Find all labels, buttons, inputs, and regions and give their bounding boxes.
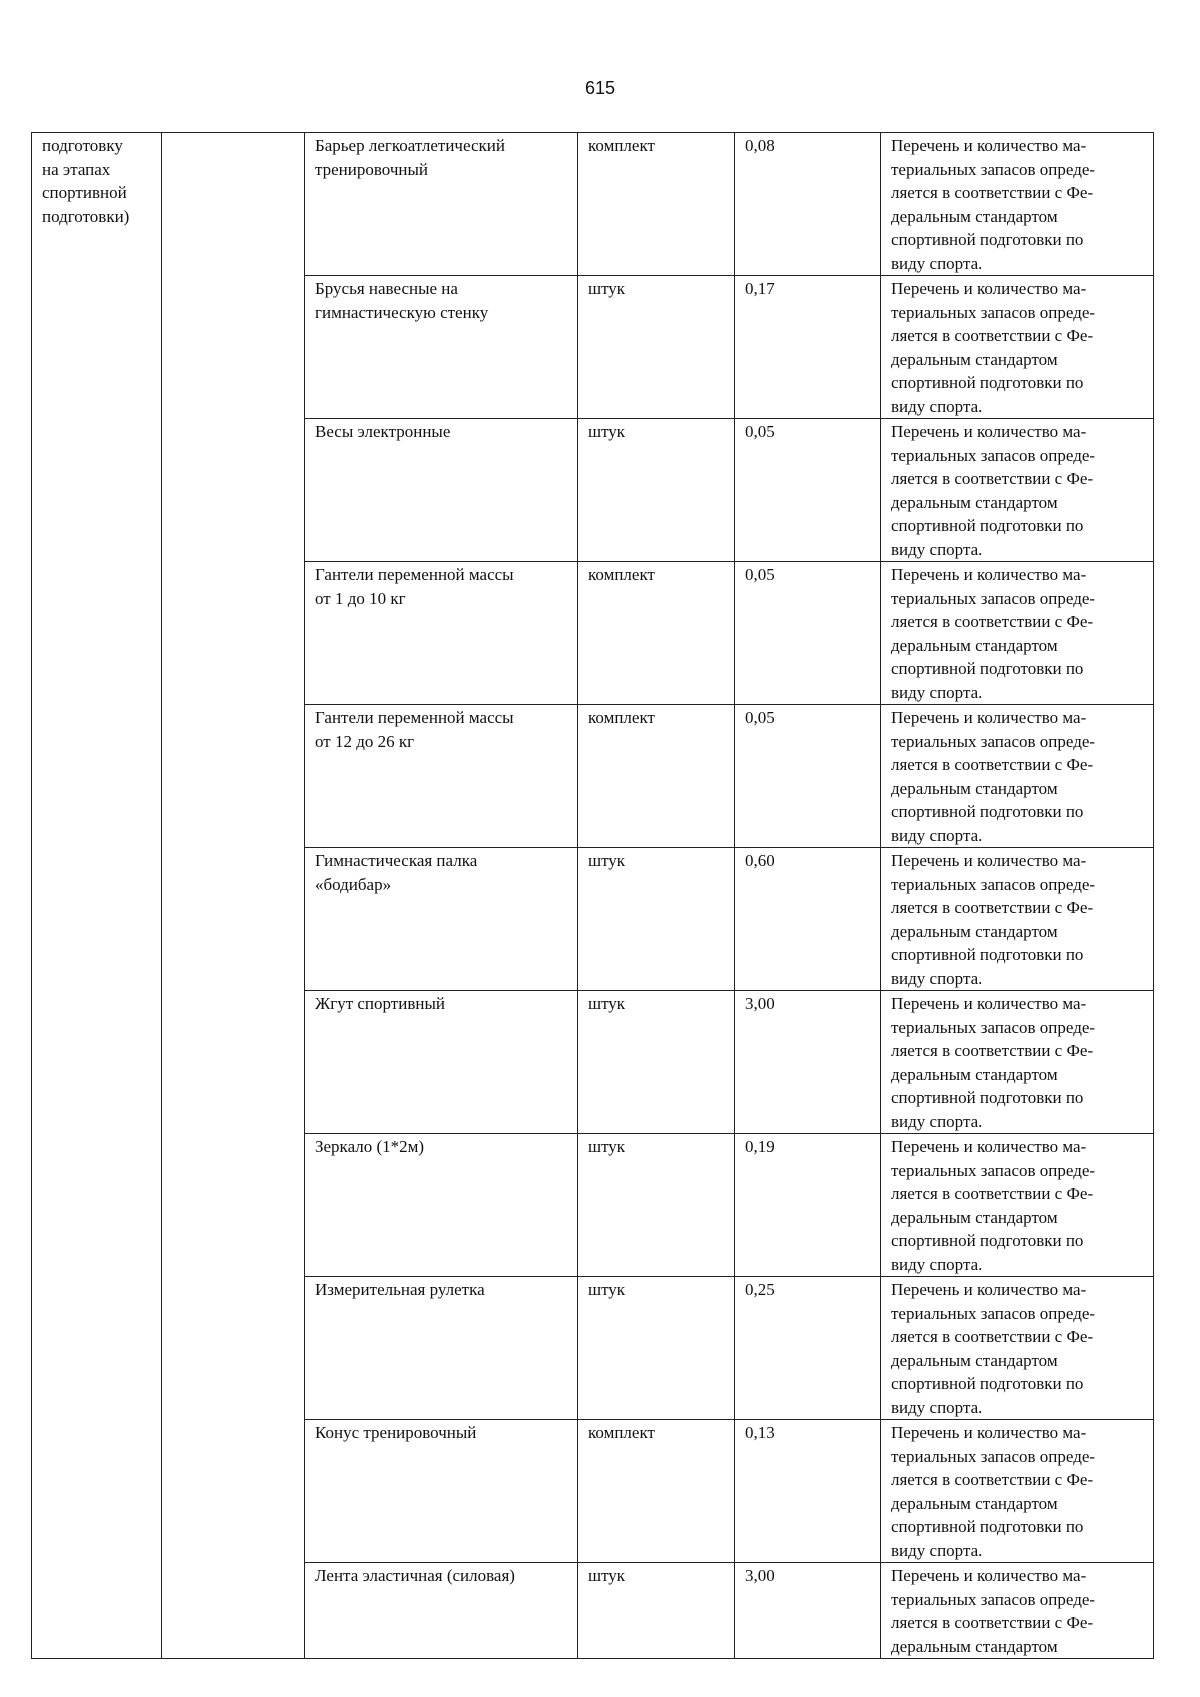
note-cell: Перечень и количество ма- териальных запасов опреде- ляется в соответствии с Фе- деральным стандартом спортивной подготовки по виду спорта. <box>881 562 1154 705</box>
note-cell: Перечень и количество ма- териальных запасов опреде- ляется в соответствии с Фе- деральным стандартом спортивной подготовки по виду спорта. <box>881 991 1154 1134</box>
note-cell: Перечень и количество ма- териальных запасов опреде- ляется в соответствии с Фе- деральным стандартом спортивной подготовки по виду спорта. <box>881 848 1154 991</box>
unit-cell: штук <box>578 848 735 991</box>
equipment-table <box>31 132 1154 1659</box>
quantity-cell: 3,00 <box>735 1563 881 1659</box>
quantity-cell: 0,05 <box>735 419 881 562</box>
table-body <box>32 133 1154 1659</box>
quantity-cell: 0,08 <box>735 133 881 276</box>
note-cell: Перечень и количество ма- териальных запасов опреде- ляется в соответствии с Фе- деральным стандартом спортивной подготовки по виду спорта. <box>881 133 1154 276</box>
unit-cell: штук <box>578 1134 735 1277</box>
item-name-cell: Измерительная рулетка <box>305 1277 578 1420</box>
note-cell: Перечень и количество ма- териальных запасов опреде- ляется в соответствии с Фе- деральным стандартом спортивной подготовки по виду спорта. <box>881 276 1154 419</box>
item-name-cell: Гантели переменной массы от 12 до 26 кг <box>305 705 578 848</box>
note-cell: Перечень и количество ма- териальных запасов опреде- ляется в соответствии с Фе- деральным стандартом спортивной подготовки по виду спорта. <box>881 1134 1154 1277</box>
unit-cell: комплект <box>578 562 735 705</box>
unit-cell: комплект <box>578 705 735 848</box>
item-name-cell: Жгут спортивный <box>305 991 578 1134</box>
item-name-cell: Конус тренировочный <box>305 1420 578 1563</box>
table-row <box>32 133 1154 276</box>
quantity-cell: 0,05 <box>735 705 881 848</box>
unit-cell: штук <box>578 991 735 1134</box>
note-cell: Перечень и количество ма- териальных запасов опреде- ляется в соответствии с Фе- деральным стандартом спортивной подготовки по виду спорта. <box>881 1277 1154 1420</box>
quantity-cell: 3,00 <box>735 991 881 1134</box>
unit-cell: штук <box>578 276 735 419</box>
item-name-cell: Гантели переменной массы от 1 до 10 кг <box>305 562 578 705</box>
item-name-cell: Зеркало (1*2м) <box>305 1134 578 1277</box>
item-name-cell: Барьер легкоатлетический тренировочный <box>305 133 578 276</box>
item-name-cell: Гимнастическая палка «бодибар» <box>305 848 578 991</box>
quantity-cell: 0,17 <box>735 276 881 419</box>
item-name-cell: Весы электронные <box>305 419 578 562</box>
note-cell: Перечень и количество ма- териальных запасов опреде- ляется в соответствии с Фе- деральным стандартом спортивной подготовки по виду спорта. <box>881 419 1154 562</box>
unit-cell: штук <box>578 419 735 562</box>
item-name-cell: Лента эластичная (силовая) <box>305 1563 578 1659</box>
note-cell: Перечень и количество ма- териальных запасов опреде- ляется в соответствии с Фе- деральным стандартом спортивной подготовки по виду спорта. <box>881 705 1154 848</box>
quantity-cell: 0,19 <box>735 1134 881 1277</box>
unit-cell: штук <box>578 1277 735 1420</box>
stage-cell: подготовку на этапах спортивной подготовки) <box>32 133 162 1659</box>
unit-cell: штук <box>578 1563 735 1659</box>
item-name-cell: Брусья навесные на гимнастическую стенку <box>305 276 578 419</box>
unit-cell: комплект <box>578 133 735 276</box>
quantity-cell: 0,13 <box>735 1420 881 1563</box>
note-cell: Перечень и количество ма- териальных запасов опреде- ляется в соответствии с Фе- деральным стандартом <box>881 1563 1154 1659</box>
note-cell: Перечень и количество ма- териальных запасов опреде- ляется в соответствии с Фе- деральным стандартом спортивной подготовки по виду спорта. <box>881 1420 1154 1563</box>
quantity-cell: 0,60 <box>735 848 881 991</box>
empty-cell <box>162 133 305 1659</box>
page-number: 615 <box>584 78 616 98</box>
unit-cell: комплект <box>578 1420 735 1563</box>
quantity-cell: 0,25 <box>735 1277 881 1420</box>
quantity-cell: 0,05 <box>735 562 881 705</box>
